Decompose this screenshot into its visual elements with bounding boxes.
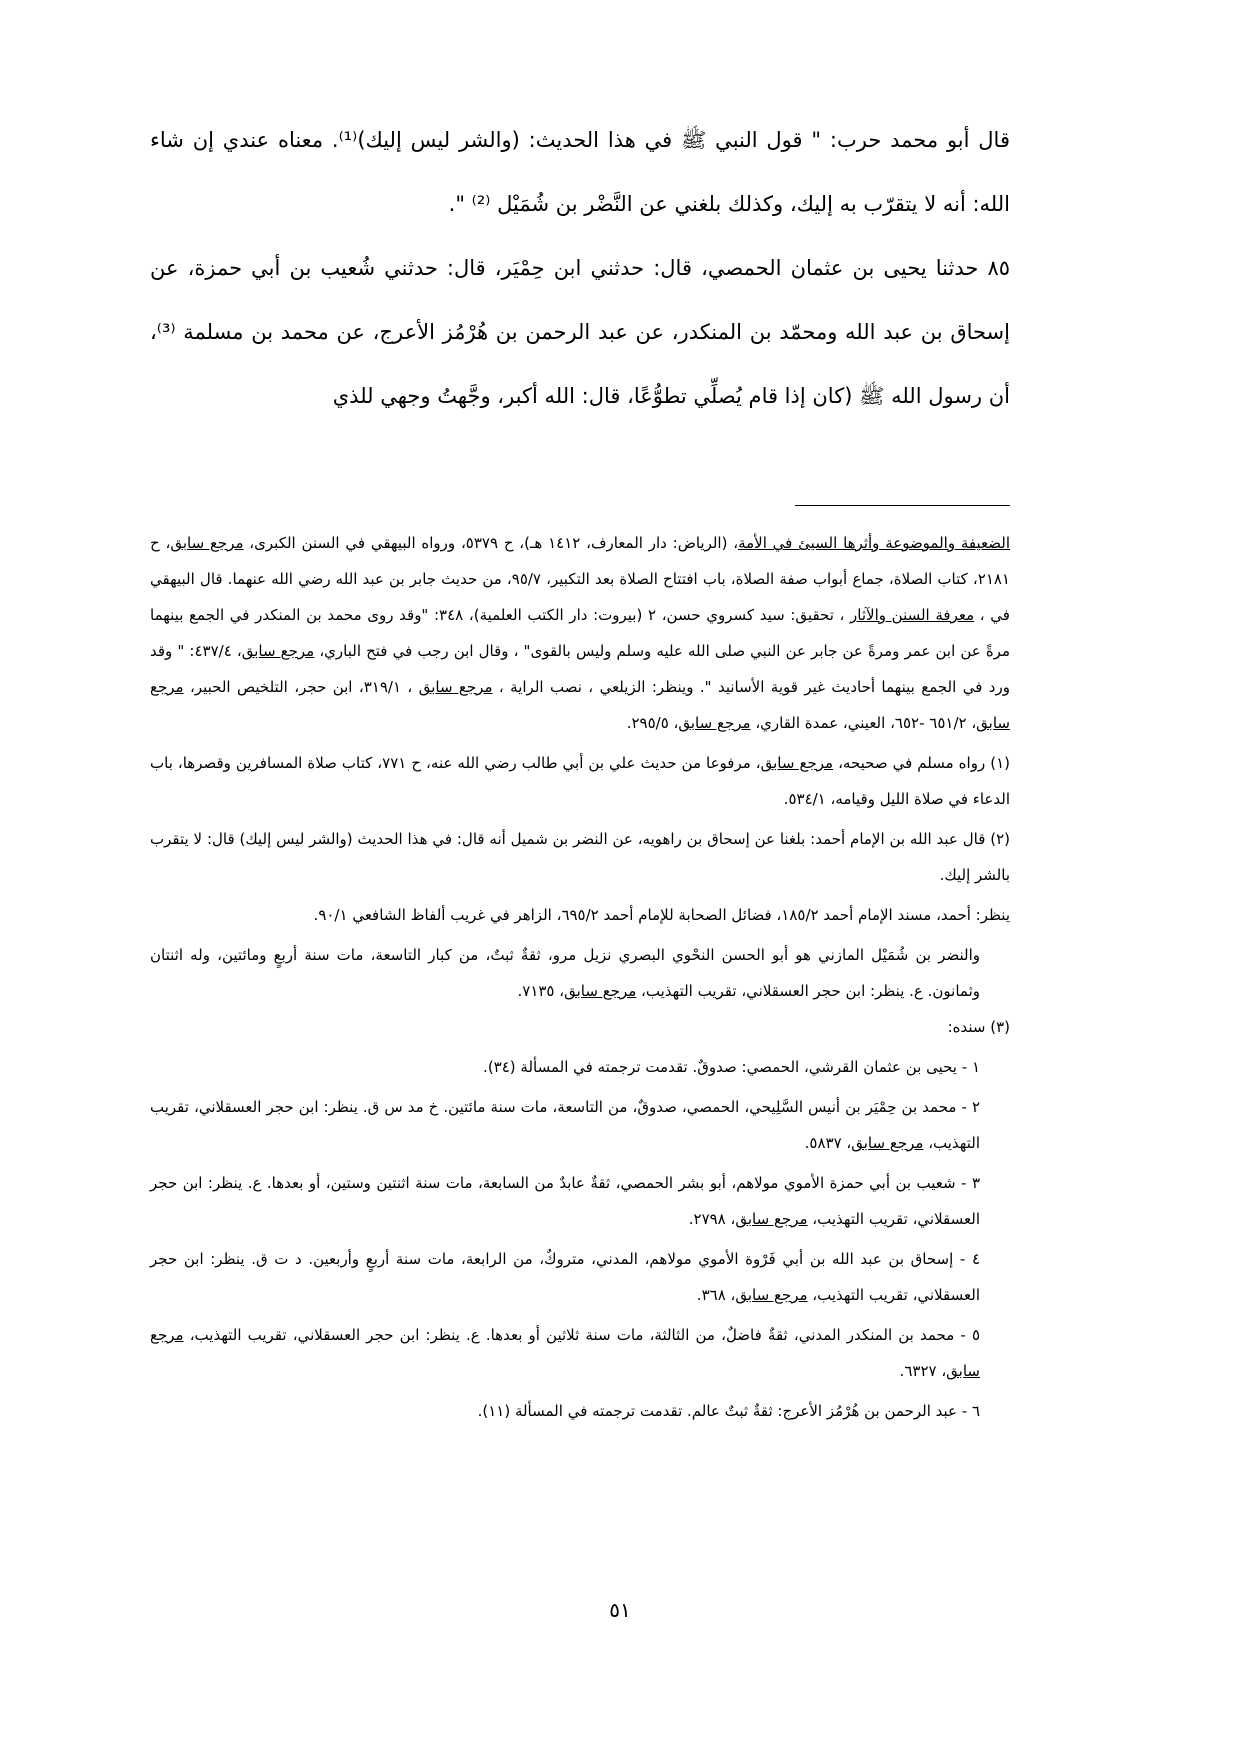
reference-underline: معرفة السنن والآثار: [850, 606, 975, 624]
footnote-separator: [795, 505, 1010, 506]
reference-underline: مرجع سابق: [150, 678, 1010, 732]
footnote-2: (٢) قال عبد الله بن الإمام أحمد: بلغنا عن إسحاق بن راهويه، عن النضر بن شميل أنه قال: في هذا الحديث (والشر ليس إليك) قال: لا يتقرب بالشر إليك.: [150, 830, 1010, 884]
reference-underline: مرجع سابق: [735, 1286, 808, 1304]
footnote-1: (١) رواه مسلم في صحيحه، مرجع سابق، مرفوعا من حديث علي بن أبي طالب رضي الله عنه، ح ٧٧١، كتاب صلاة المسافرين وقصرها، باب الدعاء في صلاة الليل وقيامه، ٥٣٤/١.: [150, 754, 1010, 808]
reference-underline: مرجع سابق: [241, 642, 315, 660]
book-title-link: الضعيفة والموضوعة وأثرها السيئ في الأمة: [738, 534, 1011, 552]
chain-narrator-2: ٢ - محمد بن حِمْيَر بن أنيس السَّلِيحي، الحمصي، صدوقٌ، من التاسعة، مات سنة مائتين. خ مد س ق. ينظر: ابن حجر العسقلاني، تقريب التهذيب، مرجع سابق، ٥٨٣٧.: [150, 1098, 980, 1152]
reference-underline: مرجع سابق: [760, 754, 834, 772]
reference-underline: مرجع سابق: [150, 1326, 980, 1380]
footnotes: [150, 525, 1010, 1429]
chain-narrator-3: ٣ - شعيب بن أبي حمزة الأموي مولاهم، أبو بشر الحمصي، ثقةٌ عابدٌ من السابعة، مات سنة اثنتين وستين، أو بعدها. ع. ينظر: ابن حجر العسقلاني، تقريب التهذيب، مرجع سابق، ٢٧٩٨.: [150, 1174, 980, 1228]
chain-narrator-4: ٤ - إسحاق بن عبد الله بن أبي فَرْوة الأموي مولاهم، المدني، متروكٌ، من الرابعة، مات سنة أربعٍ وأربعين. د ت ق. ينظر: ابن حجر العسقلاني، تقريب التهذيب، مرجع سابق، ٣٦٨.: [150, 1250, 980, 1304]
main-text: [150, 108, 1010, 428]
chain-narrator-1: ١ - يحيى بن عثمان القرشي، الحمصي: صدوقٌ. تقدمت ترجمته في المسألة (٣٤).: [483, 1058, 980, 1076]
reference-underline: مرجع سابق: [564, 982, 637, 1000]
reference-underline: مرجع سابق: [735, 1210, 808, 1228]
reference-underline: مرجع سابق: [170, 534, 244, 552]
footnote-3: (٣) سنده:: [947, 1018, 1010, 1036]
footnote-2-see: ينظر: أحمد، مسند الإمام أحمد ١٨٥/٢، فضائل الصحابة للإمام أحمد ٦٩٥/٢، الزاهر في غريب ألفاظ الشافعي ٩٠/١.: [313, 906, 1010, 924]
chain-narrator-6: ٦ - عبد الرحمن بن هُرْمُز الأعرج: ثقةٌ ثبتٌ عالم. تقدمت ترجمته في المسألة (١١).: [477, 1402, 980, 1420]
chain-narrator-5: ٥ - محمد بن المنكدر المدني، ثقةٌ فاضلٌ، من الثالثة، مات سنة ثلاثين أو بعدها. ع. ينظر: ابن حجر العسقلاني، تقريب التهذيب، مرجع سابق، ٦٣٢٧.: [150, 1326, 980, 1380]
reference-underline: مرجع سابق: [851, 1134, 924, 1152]
main-paragraph-1: قال أبو محمد حرب: " قول النبي ﷺ في هذا الحديث: (والشر ليس إليك)⁽¹⁾. معناه عندي إن شاء الله: أنه لا يتقرّب به إليك، وكذلك بلغني عن النَّضْر بن شُمَيْل ⁽²⁾ ".: [150, 128, 1010, 216]
reference-underline: مرجع سابق: [678, 714, 751, 732]
footnote-continued: الضعيفة والموضوعة وأثرها السيئ في الأمة، (الرياض: دار المعارف، ١٤١٢ هـ)، ح ٥٣٧٩، ورواه البيهقي في السنن الكبرى، مرجع سابق، ح ٢١٨١، كتاب الصلاة، جماع أبواب صفة الصلاة، باب افتتاح الصلاة بعد التكبير، ٩٥/٧، من حديث جابر بن عبد الله رضي الله عنهما. قال البيهقي في ، معرفة السنن والآثار ، تحقيق: سيد كسروي حسن، ٢ (بيروت: دار الكتب العلمية)، ٣٤٨: "وقد روى محمد بن المنكدر في الجمع بينهما مرةً عن ابن عمر ومرةً عن جابر عن النبي صلى الله عليه وسلم وليس بالقوى" ، وقال ابن رجب في فتح الباري، مرجع سابق، ٤٣٧/٤: " وقد ورد في الجمع بينهما أحاديث غير قوية الأسانيد ". وينظر: الزيلعي ، نصب الراية ، مرجع سابق ، ٣١٩/١، ابن حجر، التلخيص الحبير، مرجع سابق، ٦٥١/٢ -٦٥٢، العيني، عمدة القاري، مرجع سابق، ٢٩٥/٥.: [150, 534, 1011, 732]
page-number: ٥١: [609, 1598, 631, 1622]
main-paragraph-2: ٨٥ حدثنا يحيى بن عثمان الحمصي، قال: حدثني ابن حِمْيَر، قال: حدثني شُعيب بن أبي حمزة، عن إسحاق بن عبد الله ومحمّد بن المنكدر، عن عبد الرحمن بن هُرْمُز الأعرج، عن محمد بن مسلمة ⁽³⁾، أن رسول الله ﷺ (كان إذا قام يُصلِّي تطوُّعًا، قال: الله أكبر، وجَّهتُ وجهي للذي: [150, 256, 1010, 408]
reference-underline: مرجع سابق: [418, 678, 493, 696]
footnote-2-nadr: والنضر بن شُمَيْل المازني هو أبو الحسن النحْوي البصري نزيل مرو، ثقةٌ ثبتٌ، من كبار التاسعة، مات سنة أربعٍ ومائتين، وله اثنتان وثمانون. ع. ينظر: ابن حجر العسقلاني، تقريب التهذيب، مرجع سابق، ٧١٣٥.: [150, 946, 980, 1000]
